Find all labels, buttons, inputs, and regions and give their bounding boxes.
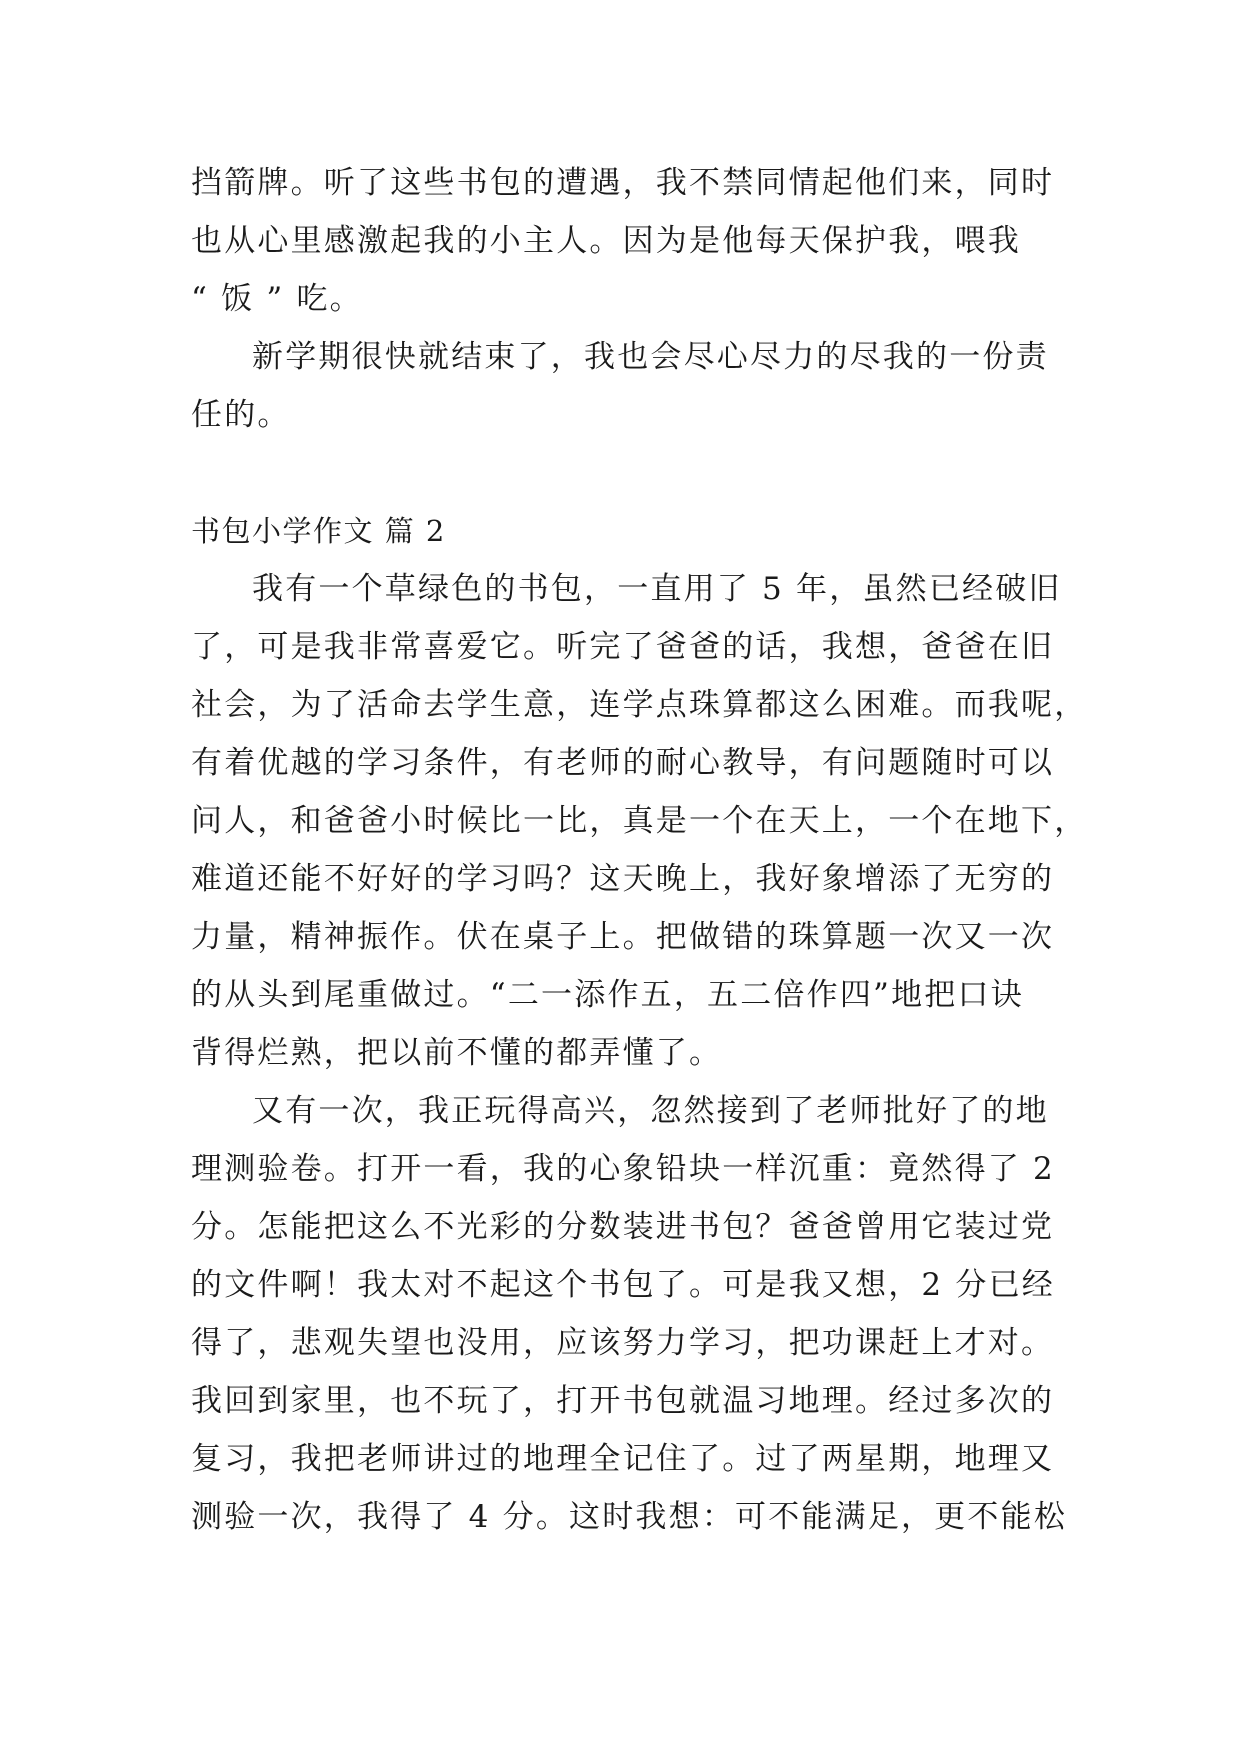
section-heading: 书包小学作文 篇 2 [191,514,446,548]
text-line: 测验一次，我得了 4 分。这时我想：可不能满足，更不能松 [191,1499,1068,1535]
text-line: 分。怎能把这么不光彩的分数装进书包？爸爸曾用它装过党 [191,1209,1055,1245]
text-line: 的从头到尾重做过。“二一添作五，五二倍作四”地把口诀 [191,977,1024,1013]
text-line: 任的。 [191,397,291,433]
paragraph-start-line: 又有一次，我正玩得高兴，忽然接到了老师批好了的地 [252,1093,1049,1129]
text-line: 背得烂熟，把以前不懂的都弄懂了。 [191,1035,723,1071]
text-line: 理测验卷。打开一看，我的心象铅块一样沉重：竟然得了 2 [191,1151,1055,1187]
text-line: 社会，为了活命去学生意，连学点珠算都这么困难。而我呢， [191,687,1088,723]
paragraph-start-line: 我有一个草绿色的书包，一直用了 5 年，虽然已经破旧 [252,571,1062,607]
text-line: 挡箭牌。听了这些书包的遭遇，我不禁同情起他们来，同时 [191,165,1055,201]
text-line: 有着优越的学习条件，有老师的耐心教导，有问题随时可以 [191,745,1055,781]
text-line: 了，可是我非常喜爱它。听完了爸爸的话，我想，爸爸在旧 [191,629,1055,665]
paragraph-start-line: 新学期很快就结束了，我也会尽心尽力的尽我的一份责 [252,339,1049,375]
text-line: “ 饭 ” 吃。 [191,281,363,317]
text-line: 难道还能不好好的学习吗？这天晚上，我好象增添了无穷的 [191,861,1055,897]
text-line: 也从心里感激起我的小主人。因为是他每天保护我，喂我 [191,223,1021,259]
text-line: 问人，和爸爸小时候比一比，真是一个在天上，一个在地下， [191,803,1088,839]
text-line: 的文件啊！我太对不起这个书包了。可是我又想，2 分已经 [191,1267,1055,1303]
text-line: 得了，悲观失望也没用，应该努力学习，把功课赶上才对。 [191,1325,1055,1361]
text-line: 复习，我把老师讲过的地理全记住了。过了两星期，地理又 [191,1441,1055,1477]
text-line: 力量，精神振作。伏在桌子上。把做错的珠算题一次又一次 [191,919,1055,955]
text-line: 我回到家里，也不玩了，打开书包就温习地理。经过多次的 [191,1383,1055,1419]
